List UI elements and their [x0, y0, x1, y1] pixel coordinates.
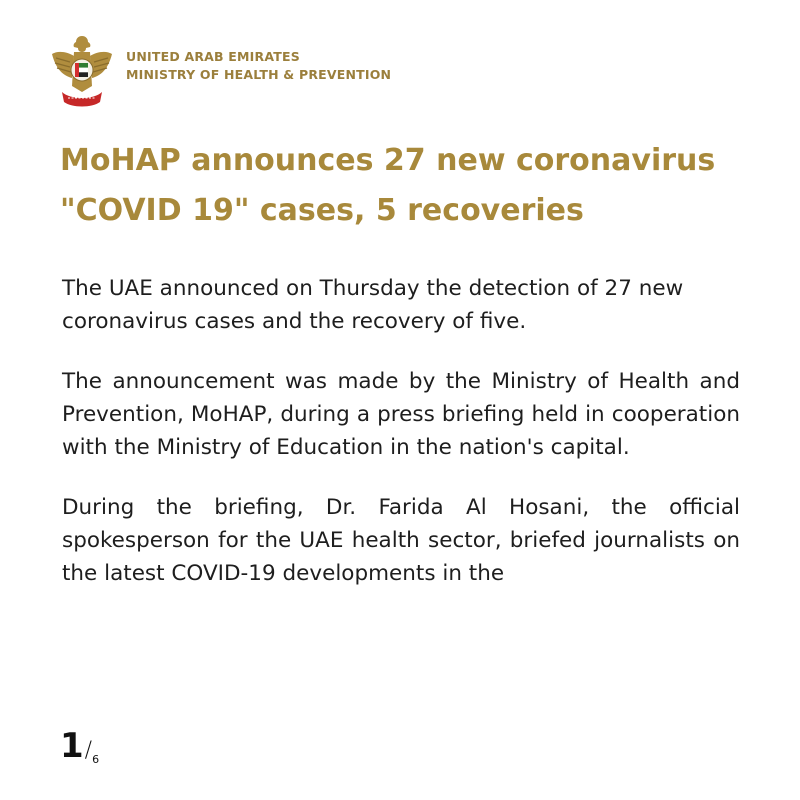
headline [60, 136, 760, 236]
page-indicator [60, 726, 99, 766]
total-pages: 6 [92, 753, 100, 766]
paragraph-3: During the briefing, Dr. Farida Al Hosani, the official spokesperson for the UAE health sector, briefed journalists on the latest COVID-19 developments in the [62, 495, 740, 586]
headline-line-2: "COVID 19" cases, 5 recoveries [60, 193, 584, 228]
current-page: 1 [60, 726, 84, 766]
header [48, 30, 748, 110]
headline-line-1: MoHAP announces 27 new coronavirus [60, 143, 716, 178]
uae-falcon-emblem-icon [48, 30, 116, 110]
paragraph-2: The announcement was made by the Ministry of Health and Prevention, MoHAP, during a press briefing held in cooperation with the Ministry of Education in the nation's capital. [62, 369, 740, 460]
organization-name [126, 48, 391, 84]
paragraph-1: The UAE announced on Thursday the detection of 27 new coronavirus cases and the recovery of five. [62, 276, 684, 334]
page-slash: / [84, 738, 93, 763]
article-body [62, 272, 740, 617]
org-line-1: UNITED ARAB EMIRATES [126, 49, 300, 64]
org-line-2: MINISTRY OF HEALTH & PREVENTION [126, 67, 392, 82]
